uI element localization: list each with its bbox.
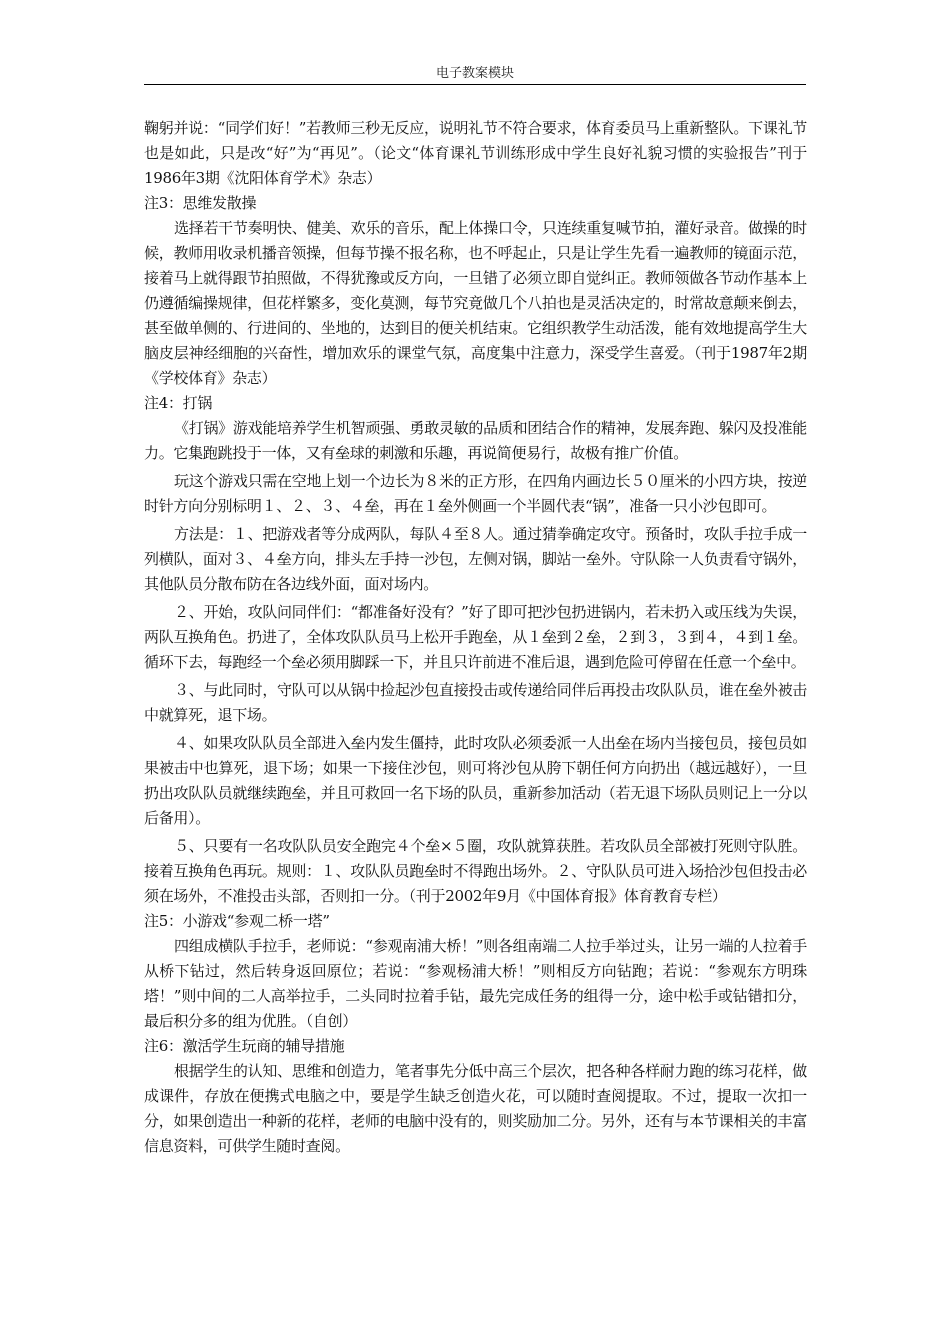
page-header-title: 电子教案模块	[435, 66, 514, 81]
note-6-heading: 注6：激活学生玩商的辅导措施	[144, 1037, 345, 1055]
paragraph-daguo-setup: 玩这个游戏只需在空地上划一个边长为８米的正方形，在四角内画边长５０厘米的小四方块，按逆时针方向分别标明１、２、３、４垒，再在１垒外侧画一个半圆代表“锅”，准备一只小沙包即可。	[144, 472, 807, 515]
note-5-heading: 注5：小游戏“参观二桥一塔”	[144, 912, 330, 930]
paragraph-daguo-method-3: ３、与此同时，守队可以从锅中捡起沙包直接投击或传递给同伴后再投击攻队队员，谁在垒外被击中就算死，退下场。	[144, 681, 807, 724]
paragraph-greeting-continued: 鞠躬并说：“同学们好！”若教师三秒无反应，说明礼节不符合要求，体育委员马上重新整队。下课礼节也是如此，只是改“好”为“再见”。（论文“体育课礼节训练形成中学生良好礼貌习惯的实验报告”刊于1986年3期《沈阳体育学术》杂志）	[144, 119, 807, 187]
paragraph-daguo-method-1: 方法是：１、把游戏者等分成两队，每队４至８人。通过猜拳确定攻守。预备时，攻队手拉手成一列横队，面对３、４垒方向，排头左手持一沙包，左侧对锅，脚站一垒外。守队除一人负责看守锅外，其他队员分散布防在各边线外面，面对场内。	[144, 525, 807, 593]
document-body	[144, 116, 807, 1159]
note-3-heading: 注3：思维发散操	[144, 194, 257, 212]
note-4-heading: 注4：打锅	[144, 394, 213, 412]
header-divider	[144, 84, 806, 85]
paragraph-bridges-tower-game: 四组成横队手拉手，老师说：“参观南浦大桥！”则各组南端二人拉手举过头，让另一端的人拉着手从桥下钻过，然后转身返回原位；若说：“参观杨浦大桥！”则相反方向钻跑；若说：“参观东方明珠塔！”则中间的二人高举拉手，二头同时拉着手钻，最先完成任务的组得一分，途中松手或钻错扣分，最后积分多的组为优胜。（自创）	[144, 937, 807, 1030]
paragraph-daguo-method-2: ２、开始，攻队问同伴们：“都准备好没有？”好了即可把沙包扔进锅内，若未扔入或压线为失误，两队互换角色。扔进了，全体攻队队员马上松开手跑垒，从１垒到２垒，２到３，３到４，４到１垒。循环下去，每跑经一个垒必须用脚踩一下，并且只许前进不准后退，遇到危险可停留在任意一个垒中。	[144, 603, 807, 671]
paragraph-divergent-exercise: 选择若干节奏明快、健美、欢乐的音乐，配上体操口令，只连续重复喊节拍，灌好录音。做操的时候，教师用收录机播音领操，但每节操不报名称，也不呼起止，只是让学生先看一遍教师的镜面示范，接着马上就得跟节拍照做，不得犹豫或反方向，一旦错了必须立即自觉纠正。教师领做各节动作基本上仍遵循编操规律，但花样繁多，变化莫测，每节究竟做几个八拍也是灵活决定的，时常故意颠来倒去，甚至做单侧的、行进间的、坐地的，达到目的便关机结束。它组织教学生动活泼，能有效地提高学生大脑皮层神经细胞的兴奋性，增加欢乐的课堂气氛，高度集中注意力，深受学生喜爱。（刊于1987年2期《学校体育》杂志）	[144, 219, 807, 387]
paragraph-daguo-method-5: ５、只要有一名攻队队员安全跑完４个垒×５圈，攻队就算获胜。若攻队员全部被打死则守队胜。接着互换角色再玩。规则：１、攻队队员跑垒时不得跑出场外。２、守队队员可进入场拾沙包但投击必须在场外，不准投击头部，否则扣一分。（刊于2002年9月《中国体育报》体育教育专栏）	[144, 837, 807, 905]
paragraph-daguo-method-4: ４、如果攻队队员全部进入垒内发生僵持，此时攻队必须委派一人出垒在场内当接包员，接包员如果被击中也算死，退下场；如果一下接住沙包，则可将沙包从胯下朝任何方向扔出（越远越好），一旦扔出攻队队员就继续跑垒，并且可救回一名下场的队员，重新参加活动（若无退下场队员则记上一分以后备用）。	[144, 734, 807, 827]
paragraph-coaching-measures: 根据学生的认知、思维和创造力，笔者事先分低中高三个层次，把各种各样耐力跑的练习花样，做成课件，存放在便携式电脑之中，要是学生缺乏创造火花，可以随时查阅提取。不过，提取一次扣一分，如果创造出一种新的花样，老师的电脑中没有的，则奖励加二分。另外，还有与本节课相关的丰富信息资料，可供学生随时查阅。	[144, 1062, 807, 1155]
paragraph-daguo-intro: 《打锅》游戏能培养学生机智顽强、勇敢灵敏的品质和团结合作的精神，发展奔跑、躲闪及投准能力。它集跑跳投于一体，又有垒球的刺激和乐趣，再说简便易行，故极有推广价值。	[144, 419, 807, 462]
